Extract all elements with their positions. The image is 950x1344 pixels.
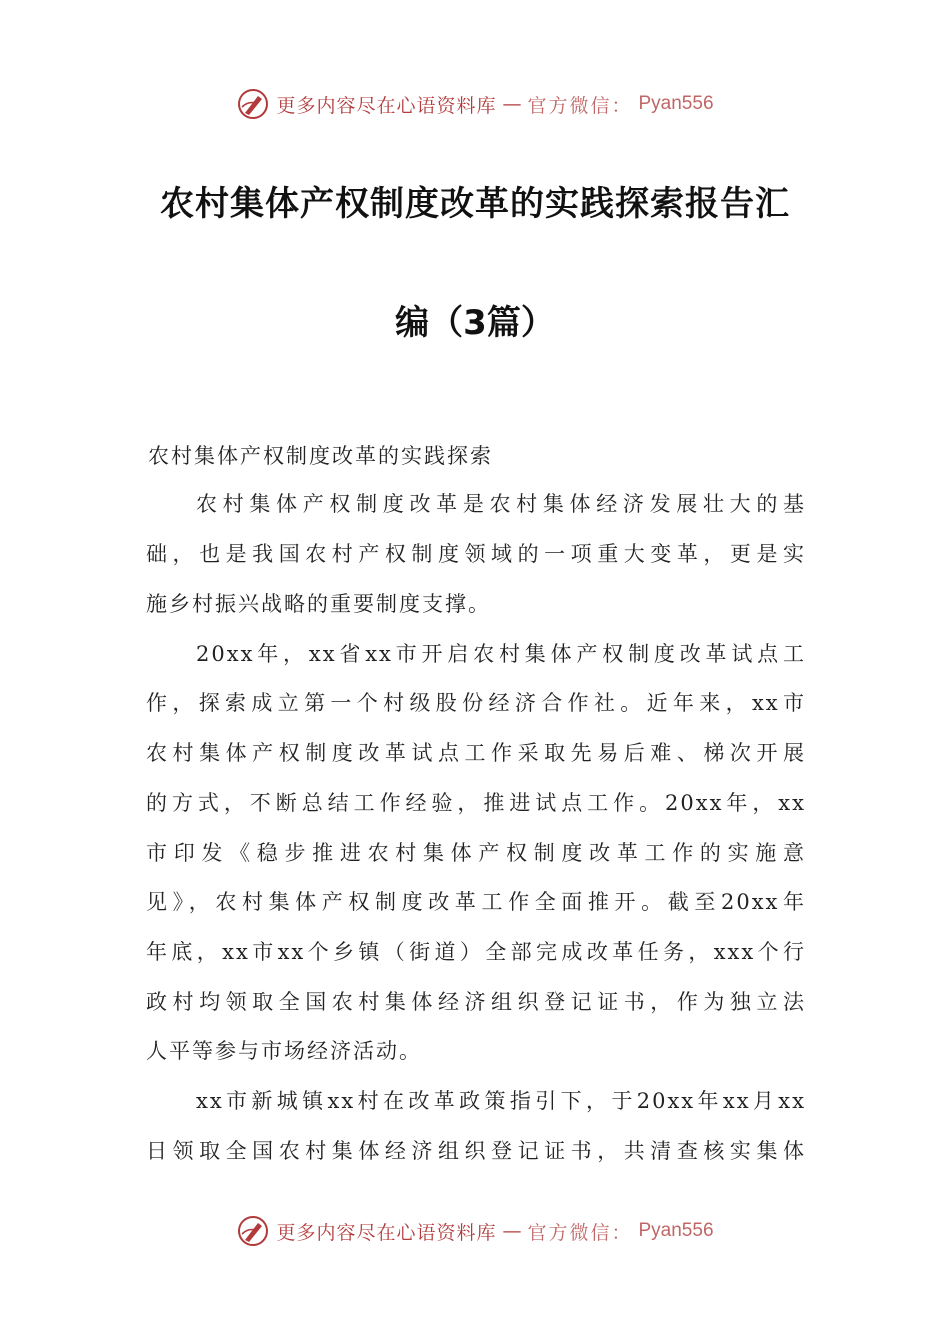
banner-wechat-id: Pyan556 [638, 93, 714, 114]
body-line: 作，探索成立第一个村级股份经济合作社。近年来，xx市 [146, 691, 806, 715]
body-line: 农村集体产权制度改革试点工作采取先易后难、梯次开展 [146, 741, 806, 765]
banner-site-text: 更多内容尽在心语资料库 [276, 94, 497, 117]
document-title-line-2: 编（3篇） [395, 303, 555, 343]
header-banner [0, 82, 950, 126]
pen-logo-icon [236, 87, 270, 121]
body-line: 年底，xx市xx个乡镇（街道）全部完成改革任务，xxx个行 [146, 940, 806, 964]
body-line: 市印发《稳步推进农村集体产权制度改革工作的实施意 [146, 841, 806, 865]
body-line: 的方式，不断总结工作经验，推进试点工作。20xx年，xx [146, 791, 806, 815]
body-line: 人平等参与市场经济活动。 [146, 1039, 422, 1063]
body-line: 施乡村振兴战略的重要制度支撑。 [146, 592, 491, 616]
footer-banner [0, 1209, 950, 1253]
body-line: 农村集体产权制度改革是农村集体经济发展壮大的基 [196, 492, 806, 516]
banner-separator: — [502, 93, 522, 115]
body-line: xx市新城镇xx村在改革政策指引下，于20xx年xx月xx [196, 1089, 806, 1113]
body-line: 政村均领取全国农村集体经济组织登记证书，作为独立法 [146, 990, 806, 1014]
body-line: 20xx年，xx省xx市开启农村集体产权制度改革试点工 [196, 642, 806, 666]
banner-wechat-label: 官方微信： [527, 94, 633, 117]
banner-site-text: 更多内容尽在心语资料库 [276, 1221, 497, 1244]
banner-wechat-id: Pyan556 [638, 1220, 714, 1241]
banner-wechat-label: 官方微信： [527, 1221, 633, 1244]
body-line: 见》，农村集体产权制度改革工作全面推开。截至20xx年 [146, 890, 806, 914]
banner-separator: — [502, 1220, 522, 1242]
section-subheading: 农村集体产权制度改革的实践探索 [148, 444, 493, 468]
body-line: 日领取全国农村集体经济组织登记证书，共清查核实集体 [146, 1139, 806, 1163]
document-title-line-1: 农村集体产权制度改革的实践探索报告汇 [160, 184, 790, 224]
pen-logo-icon [236, 1214, 270, 1248]
body-line: 础，也是我国农村产权制度领域的一项重大变革，更是实 [146, 542, 806, 566]
